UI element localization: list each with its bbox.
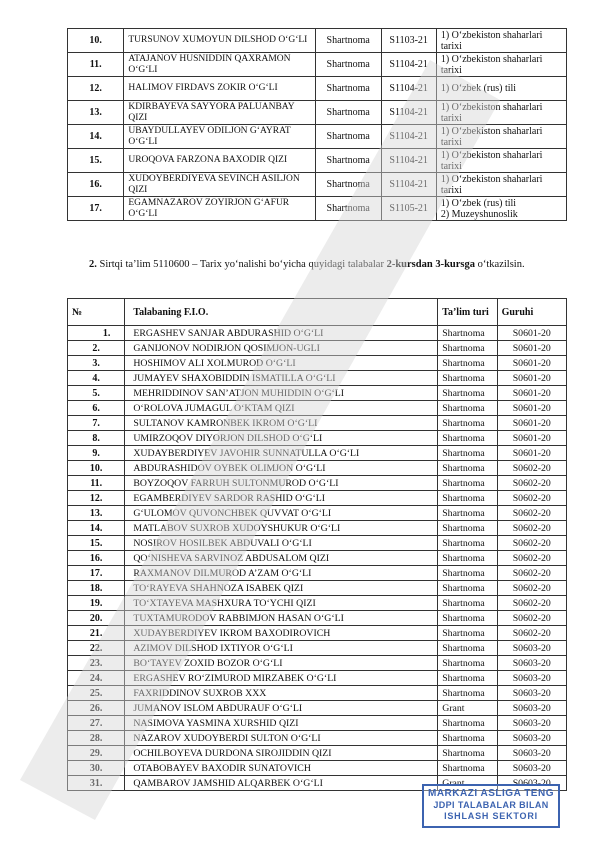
row-number: 17. — [68, 566, 125, 581]
group-code: S1103-21 — [381, 29, 436, 53]
table-row — [68, 746, 567, 761]
student-name: HOSHIMOV ALI XOLMUROD O‘G‘LI — [125, 356, 438, 371]
subject-item: 1) O‘zbekiston shaharlari tarixi — [440, 101, 543, 124]
table-row — [68, 641, 567, 656]
group-code: S1104-21 — [381, 77, 436, 101]
table-row — [68, 761, 567, 776]
row-number: 3. — [68, 356, 125, 371]
row-number: 5. — [68, 386, 125, 401]
student-name: FAXRIDDINOV SUXROB XXX — [125, 686, 438, 701]
student-name: UMIRZOQOV DIYORJON DILSHOD O‘G‘LI — [125, 431, 438, 446]
student-name: ERGASHEV SANJAR ABDURASHID O‘G‘LI — [125, 326, 438, 341]
row-number: 4. — [68, 371, 125, 386]
row-number: 12. — [68, 491, 125, 506]
education-type: Shartnoma — [438, 341, 497, 356]
education-type: Shartnoma — [438, 536, 497, 551]
group-code: S0603-20 — [497, 641, 566, 656]
header-group: Guruhi — [497, 299, 566, 326]
table-row — [68, 125, 567, 149]
group-code: S0602-20 — [497, 476, 566, 491]
subjects-cell — [436, 149, 566, 173]
student-name: QO‘NISHEVA SARVINOZ ABDUSALOM QIZI — [125, 551, 438, 566]
group-code: S0601-20 — [497, 431, 566, 446]
header-num: № — [68, 299, 125, 326]
education-type: Shartnoma — [438, 686, 497, 701]
row-number: 18. — [68, 581, 125, 596]
subject-item: 1) O‘zbek (rus) tili — [440, 83, 517, 94]
subject-item: 1) O‘zbekiston shaharlari tarixi — [440, 149, 543, 172]
table-row — [68, 446, 567, 461]
row-number: 19. — [68, 596, 125, 611]
table-row — [68, 173, 567, 197]
student-name: UBAYDULLAYEV ODILJON G‘AYRAT O‘G‘LI — [124, 125, 316, 149]
row-number: 12. — [68, 77, 124, 101]
education-type: Shartnoma — [315, 77, 381, 101]
education-type: Shartnoma — [438, 656, 497, 671]
table-row — [68, 656, 567, 671]
table-row — [68, 716, 567, 731]
table-row — [68, 341, 567, 356]
table-row — [68, 431, 567, 446]
student-name: GANIJONOV NODIRJON QOSIMJON-UGLI — [125, 341, 438, 356]
table-row — [68, 401, 567, 416]
group-code: S1104-21 — [381, 53, 436, 77]
education-type: Shartnoma — [438, 596, 497, 611]
student-name: BOYZOQOV FARRUH SULTONMUROD O‘G‘LI — [125, 476, 438, 491]
group-code: S0601-20 — [497, 401, 566, 416]
student-name: KDIRBAYEVA SAYYORA PALUANBAY QIZI — [124, 101, 316, 125]
row-number: 7. — [68, 416, 125, 431]
row-number: 13. — [68, 101, 124, 125]
row-number: 13. — [68, 506, 125, 521]
group-code: S0602-20 — [497, 581, 566, 596]
student-name: UROQOVA FARZONA BAXODIR QIZI — [124, 149, 316, 173]
student-name: G‘ULOMOV QUVONCHBEK QUVVAT O‘G‘LI — [125, 506, 438, 521]
student-name: ERGASHEV RO‘ZIMUROD MIRZABEK O‘G‘LI — [125, 671, 438, 686]
row-number: 30. — [68, 761, 125, 776]
education-type: Shartnoma — [438, 566, 497, 581]
group-code: S1105-21 — [381, 197, 436, 221]
table-row — [68, 686, 567, 701]
row-number: 22. — [68, 641, 125, 656]
education-type: Shartnoma — [438, 761, 497, 776]
student-name: EGAMBERDIYEV SARDOR RASHID O‘G‘LI — [125, 491, 438, 506]
group-code: S0602-20 — [497, 491, 566, 506]
subjects-cell — [436, 101, 566, 125]
student-name: TURSUNOV XUMOYUN DILSHOD O‘G‘LI — [124, 29, 316, 53]
row-number: 11. — [68, 53, 124, 77]
student-name: AZIMOV DILSHOD IXTIYOR O‘G‘LI — [125, 641, 438, 656]
education-type: Grant — [438, 701, 497, 716]
education-type: Shartnoma — [438, 716, 497, 731]
education-type: Shartnoma — [438, 506, 497, 521]
student-name: TO‘XTAYEVA MASHXURA TO‘YCHI QIZI — [125, 596, 438, 611]
group-code: S0603-20 — [497, 656, 566, 671]
education-type: Shartnoma — [438, 401, 497, 416]
education-type: Shartnoma — [438, 386, 497, 401]
student-name: NOSIROV HOSILBEK ABDUVALI O‘G‘LI — [125, 536, 438, 551]
table-row — [68, 77, 567, 101]
group-code: S0601-20 — [497, 446, 566, 461]
student-name: NAZAROV XUDOYBERDI SULTON O‘G‘LI — [125, 731, 438, 746]
education-type: Shartnoma — [438, 581, 497, 596]
row-number: 16. — [68, 173, 124, 197]
table-row — [68, 386, 567, 401]
row-number: 29. — [68, 746, 125, 761]
education-type: Shartnoma — [438, 611, 497, 626]
table-row — [68, 29, 567, 53]
education-type: Shartnoma — [315, 197, 381, 221]
subject-item: 1) O‘zbekiston shaharlari tarixi — [440, 125, 543, 148]
subjects-cell — [436, 125, 566, 149]
row-number: 15. — [68, 536, 125, 551]
subject-item: 2) Muzeyshunoslik — [440, 208, 518, 220]
paragraph-text: Sirtqi ta’lim 5110600 – Tarix yo‘nalishi bo‘yicha quyidagi talabalar — [99, 259, 387, 270]
row-number: 6. — [68, 401, 125, 416]
student-name: XUDAYBERDIYEV IKROM BAXODIROVICH — [125, 626, 438, 641]
group-code: S0601-20 — [497, 341, 566, 356]
student-name: TO‘RAYEVA SHAHNOZA ISABEK QIZI — [125, 581, 438, 596]
table-row — [68, 671, 567, 686]
student-name: OTABOBAYEV BAXODIR SUNATOVICH — [125, 761, 438, 776]
table-row — [68, 626, 567, 641]
row-number: 25. — [68, 686, 125, 701]
table-row — [68, 326, 567, 341]
subjects-cell — [436, 29, 566, 53]
table-row — [68, 551, 567, 566]
row-number: 14. — [68, 521, 125, 536]
student-name: JUMAYEV SHAXOBIDDIN ISMATILLA O‘G‘LI — [125, 371, 438, 386]
table-row — [68, 536, 567, 551]
group-code: S1104-21 — [381, 101, 436, 125]
group-code: S0603-20 — [497, 776, 566, 791]
table-row — [68, 491, 567, 506]
student-name: OCHILBOYEVA DURDONA SIROJIDDIN QIZI — [125, 746, 438, 761]
row-number: 15. — [68, 149, 124, 173]
subjects-cell — [436, 53, 566, 77]
group-code: S0603-20 — [497, 731, 566, 746]
group-code: S0602-20 — [497, 626, 566, 641]
education-type: Shartnoma — [438, 641, 497, 656]
row-number: 14. — [68, 125, 124, 149]
group-code: S1104-21 — [381, 173, 436, 197]
group-code: S1104-21 — [381, 125, 436, 149]
subjects-cell — [436, 173, 566, 197]
education-type: Shartnoma — [315, 29, 381, 53]
education-type: Shartnoma — [438, 371, 497, 386]
group-code: S0602-20 — [497, 611, 566, 626]
group-code: S0601-20 — [497, 371, 566, 386]
subjects-cell — [436, 77, 566, 101]
group-code: S0602-20 — [497, 521, 566, 536]
group-code: S0601-20 — [497, 416, 566, 431]
education-type: Shartnoma — [315, 125, 381, 149]
student-name: EGAMNAZAROV ZOYIRJON G‘AFUR O‘G‘LI — [124, 197, 316, 221]
transfer-students-table — [67, 298, 567, 791]
education-type: Shartnoma — [315, 173, 381, 197]
group-code: S0602-20 — [497, 506, 566, 521]
table-row — [68, 356, 567, 371]
row-number: 2. — [68, 341, 125, 356]
group-code: S0603-20 — [497, 686, 566, 701]
student-name: O‘ROLOVA JUMAGUL O‘KTAM QIZI — [125, 401, 438, 416]
student-name: HALIMOV FIRDAVS ZOKIR O‘G‘LI — [124, 77, 316, 101]
group-code: S0603-20 — [497, 761, 566, 776]
table-row — [68, 476, 567, 491]
group-code: S0601-20 — [497, 356, 566, 371]
table-row — [68, 596, 567, 611]
education-type: Shartnoma — [315, 149, 381, 173]
row-number: 26. — [68, 701, 125, 716]
group-code: S0602-20 — [497, 461, 566, 476]
education-type: Shartnoma — [438, 446, 497, 461]
row-number: 31. — [68, 776, 125, 791]
student-name: MEHRIDDINOV SAN’ATJON MUHIDDIN O‘G‘LI — [125, 386, 438, 401]
header-name: Talabaning F.I.O. — [125, 299, 438, 326]
table-row — [68, 101, 567, 125]
table-row — [68, 506, 567, 521]
education-type: Shartnoma — [438, 356, 497, 371]
subject-item: 1) O‘zbekiston shaharlari tarixi — [440, 29, 543, 52]
row-number: 20. — [68, 611, 125, 626]
student-name: JUMANOV ISLOM ABDURAUF O‘G‘LI — [125, 701, 438, 716]
table-row — [68, 149, 567, 173]
table-row — [68, 581, 567, 596]
group-code: S0602-20 — [497, 536, 566, 551]
table-row — [68, 461, 567, 476]
transfer-students-table-body — [68, 326, 567, 791]
education-type: Shartnoma — [438, 626, 497, 641]
table-row — [68, 731, 567, 746]
education-type: Shartnoma — [438, 431, 497, 446]
group-code: S0601-20 — [497, 326, 566, 341]
education-type: Shartnoma — [438, 746, 497, 761]
row-number: 24. — [68, 671, 125, 686]
paragraph-number: 2. — [89, 259, 97, 270]
certification-stamp — [422, 784, 560, 828]
table-row — [68, 416, 567, 431]
education-type: Shartnoma — [438, 416, 497, 431]
subject-item: 1) O‘zbekiston shaharlari tarixi — [440, 173, 543, 196]
table-row — [68, 197, 567, 221]
group-code: S1104-21 — [381, 149, 436, 173]
student-name: MATLABOV SUXROB XUDOYSHUKUR O‘G‘LI — [125, 521, 438, 536]
group-code: S0603-20 — [497, 746, 566, 761]
student-name: TUXTAMURODOV RABBIMJON HASAN O‘G‘LI — [125, 611, 438, 626]
decree-paragraph-2 — [67, 258, 567, 272]
group-code: S0603-20 — [497, 716, 566, 731]
row-number: 27. — [68, 716, 125, 731]
students-table-continued — [67, 28, 567, 221]
row-number: 21. — [68, 626, 125, 641]
student-name: ATAJANOV HUSNIDDIN QAXRAMON O‘G‘LI — [124, 53, 316, 77]
group-code: S0601-20 — [497, 386, 566, 401]
stamp-line-1: MARKAZI ASLIGA TENG — [428, 788, 554, 799]
table-header-row — [68, 299, 567, 326]
student-name: XUDOYBERDIYEVA SEVINCH ASILJON QIZI — [124, 173, 316, 197]
student-name: QAMBAROV JAMSHID ALQARBEK O‘G‘LI — [125, 776, 438, 791]
table-row — [68, 566, 567, 581]
row-number: 16. — [68, 551, 125, 566]
group-code: S0603-20 — [497, 671, 566, 686]
group-code: S0602-20 — [497, 596, 566, 611]
header-type: Ta’lim turi — [438, 299, 497, 326]
row-number: 17. — [68, 197, 124, 221]
subject-item: 1) O‘zbek (rus) tili — [440, 197, 517, 209]
education-type: Shartnoma — [438, 461, 497, 476]
row-number: 1. — [68, 326, 125, 341]
group-code: S0602-20 — [497, 551, 566, 566]
paragraph-bold-text: 2-kursdan 3-kursga — [386, 259, 475, 270]
table-row — [68, 611, 567, 626]
education-type: Grant — [438, 776, 497, 791]
student-name: ABDURASHIDOV OYBEK OLIMJON O‘G‘LI — [125, 461, 438, 476]
group-code: S0603-20 — [497, 701, 566, 716]
paragraph-end-text: o‘tkazilsin. — [475, 259, 525, 270]
students-table-continued-body — [68, 29, 567, 221]
education-type: Shartnoma — [315, 101, 381, 125]
stamp-line-2: JDPI TALABALAR BILAN — [433, 800, 549, 810]
table-row — [68, 371, 567, 386]
student-name: BO‘TAYEV ZOXID BOZOR O‘G‘LI — [125, 656, 438, 671]
education-type: Shartnoma — [438, 731, 497, 746]
education-type: Shartnoma — [438, 491, 497, 506]
group-code: S0602-20 — [497, 566, 566, 581]
stamp-line-3: ISHLASH SEKTORI — [444, 811, 538, 821]
table-row — [68, 521, 567, 536]
student-name: XUDAYBERDIYEV JAVOHIR SUNNATULLA O‘G‘LI — [125, 446, 438, 461]
row-number: 23. — [68, 656, 125, 671]
row-number: 28. — [68, 731, 125, 746]
subjects-cell — [436, 197, 566, 221]
row-number: 10. — [68, 29, 124, 53]
table-row — [68, 701, 567, 716]
education-type: Shartnoma — [315, 53, 381, 77]
student-name: NASIMOVA YASMINA XURSHID QIZI — [125, 716, 438, 731]
table-row — [68, 53, 567, 77]
row-number: 11. — [68, 476, 125, 491]
education-type: Shartnoma — [438, 671, 497, 686]
student-name: RAXMANOV DILMUROD A’ZAM O‘G‘LI — [125, 566, 438, 581]
row-number: 9. — [68, 446, 125, 461]
education-type: Shartnoma — [438, 476, 497, 491]
education-type: Shartnoma — [438, 521, 497, 536]
education-type: Shartnoma — [438, 551, 497, 566]
row-number: 8. — [68, 431, 125, 446]
student-name: SULTANOV KAMRONBEK IKROM O‘G‘LI — [125, 416, 438, 431]
education-type: Shartnoma — [438, 326, 497, 341]
row-number: 10. — [68, 461, 125, 476]
subject-item: 1) O‘zbekiston shaharlari tarixi — [440, 53, 543, 76]
